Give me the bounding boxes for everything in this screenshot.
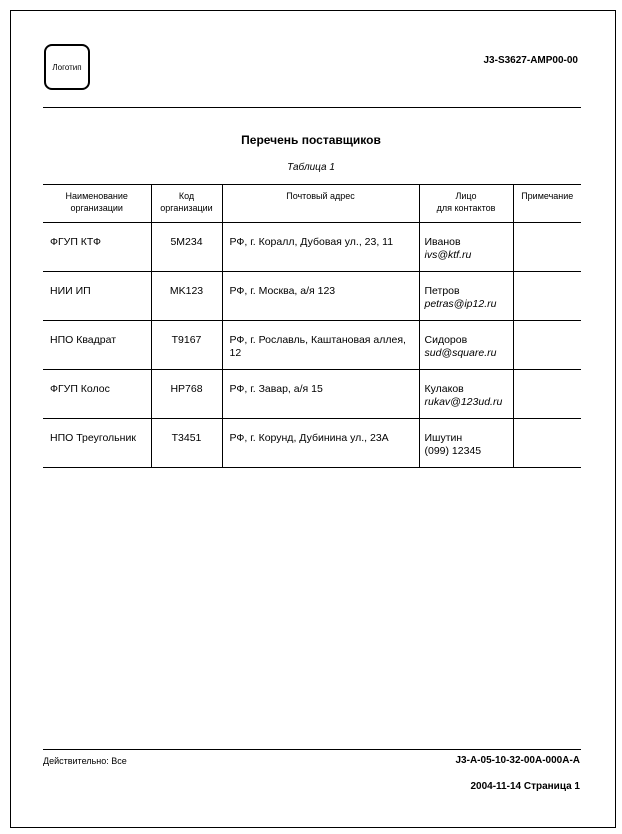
cell-contact bbox=[419, 223, 513, 272]
suppliers-table bbox=[43, 184, 581, 468]
contact-name: Сидоров bbox=[424, 334, 468, 346]
logo-text: Логотип bbox=[52, 62, 82, 72]
footer-divider bbox=[43, 749, 581, 750]
header-address: Почтовый адрес bbox=[222, 185, 419, 223]
cell-address: РФ, г. Корунд, Дубинина ул., 23А bbox=[222, 419, 419, 468]
contact-name: Иванов bbox=[424, 236, 461, 248]
table-row bbox=[43, 321, 581, 370]
cell-org-code: T3451 bbox=[151, 419, 222, 468]
header-org-name: Наименование организации bbox=[43, 185, 151, 223]
document-number: J3-A-05-10-32-00A-000A-A bbox=[455, 755, 580, 766]
contact-name: Ишутин bbox=[424, 432, 463, 444]
cell-address: РФ, г. Коралл, Дубовая ул., 23, 11 bbox=[222, 223, 419, 272]
cell-org-code: MK123 bbox=[151, 272, 222, 321]
cell-org-name: НПО Квадрат bbox=[43, 321, 151, 370]
table-row bbox=[43, 272, 581, 321]
header-contact: Лицо для контактов bbox=[419, 185, 513, 223]
table-header-row bbox=[43, 185, 581, 223]
header-org-code: Код организации bbox=[151, 185, 222, 223]
logo bbox=[44, 44, 90, 90]
cell-note bbox=[513, 419, 581, 468]
page-title: Перечень поставщиков bbox=[241, 133, 381, 147]
header-note: Примечание bbox=[513, 185, 581, 223]
cell-org-name: НПО Треугольник bbox=[43, 419, 151, 468]
contact-email[interactable]: petras@ip12.ru bbox=[424, 298, 497, 310]
cell-note bbox=[513, 321, 581, 370]
document-code: J3-S3627-AMP00-00 bbox=[483, 55, 578, 66]
cell-org-code: HP768 bbox=[151, 370, 222, 419]
cell-org-name: НИИ ИП bbox=[43, 272, 151, 321]
cell-address: РФ, г. Рославль, Каштановая аллея, 12 bbox=[222, 321, 419, 370]
cell-contact bbox=[419, 419, 513, 468]
cell-note bbox=[513, 272, 581, 321]
contact-name: Кулаков bbox=[424, 383, 464, 395]
cell-contact bbox=[419, 370, 513, 419]
cell-org-name: ФГУП КТФ bbox=[43, 223, 151, 272]
table-row bbox=[43, 419, 581, 468]
contact-email[interactable]: rukav@123ud.ru bbox=[424, 396, 503, 408]
contact-phone: (099) 12345 bbox=[424, 445, 482, 457]
cell-org-code: T9167 bbox=[151, 321, 222, 370]
cell-address: РФ, г. Завар, а/я 15 bbox=[222, 370, 419, 419]
header-divider bbox=[43, 107, 581, 108]
cell-org-name: ФГУП Колос bbox=[43, 370, 151, 419]
cell-note bbox=[513, 223, 581, 272]
cell-note bbox=[513, 370, 581, 419]
table-row bbox=[43, 370, 581, 419]
cell-address: РФ, г. Москва, а/я 123 bbox=[222, 272, 419, 321]
contact-email[interactable]: ivs@ktf.ru bbox=[424, 249, 472, 261]
cell-contact bbox=[419, 272, 513, 321]
contact-name: Петров bbox=[424, 285, 460, 297]
cell-org-code: 5M234 bbox=[151, 223, 222, 272]
table-row bbox=[43, 223, 581, 272]
date-and-page: 2004-11-14 Страница 1 bbox=[470, 781, 580, 792]
contact-email[interactable]: sud@square.ru bbox=[424, 347, 497, 359]
cell-contact bbox=[419, 321, 513, 370]
validity-label: Действительно: Все bbox=[43, 756, 127, 766]
table-caption: Таблица 1 bbox=[287, 162, 335, 173]
